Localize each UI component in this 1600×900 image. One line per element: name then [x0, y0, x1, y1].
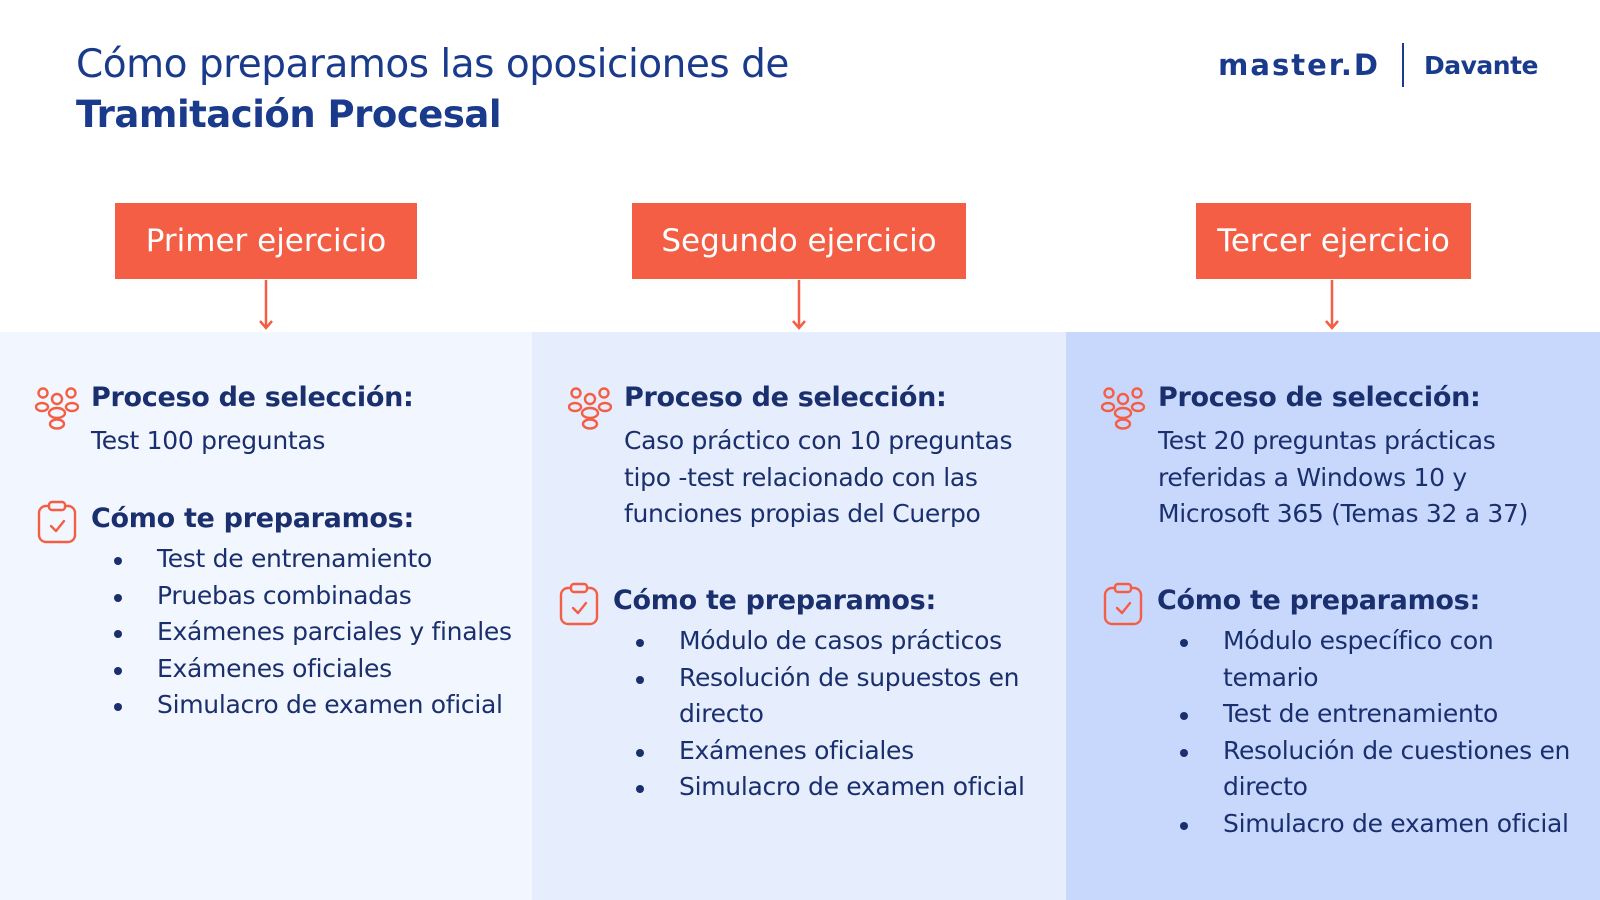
list-item: Simulacro de examen oficial	[111, 687, 512, 724]
arrow-down-icon	[258, 280, 274, 332]
prep-heading: Cómo te preparamos:	[91, 503, 414, 534]
list-item: Resolución de cuestiones en directo	[1177, 733, 1570, 806]
list-item: Simulacro de examen oficial	[1177, 806, 1570, 843]
column-2-panel	[532, 332, 1066, 900]
list-item: Pruebas combinadas	[111, 578, 512, 615]
list-item: Exámenes parciales y finales	[111, 614, 512, 651]
prep-heading: Cómo te preparamos:	[1157, 585, 1480, 616]
selection-heading: Proceso de selección:	[91, 382, 414, 413]
list-item: Resolución de supuestos en directo	[633, 660, 1025, 733]
arrow-down-icon	[1324, 280, 1340, 332]
list-item: Test de entrenamiento	[111, 541, 512, 578]
list-item: Módulo específico con temario	[1177, 623, 1570, 696]
clipboard-check-icon	[557, 582, 601, 626]
title-line-1: Cómo preparamos las oposiciones de	[76, 42, 789, 87]
selection-text: Test 20 preguntas prácticas referidas a Windows 10 y Microsoft 365 (Temas 32 a 37)	[1158, 426, 1529, 528]
list-item: Exámenes oficiales	[111, 651, 512, 688]
master-d-logo: master.D	[1218, 48, 1380, 82]
exercise-1-label: Primer ejercicio	[115, 203, 417, 279]
people-group-icon	[35, 386, 79, 430]
people-group-icon	[568, 386, 612, 430]
prep-list	[111, 541, 512, 724]
davante-logo: Davante	[1424, 50, 1538, 80]
title-line-2: Tramitación Procesal	[76, 93, 502, 136]
selection-heading: Proceso de selección:	[1158, 382, 1481, 413]
list-item: Exámenes oficiales	[633, 733, 1025, 770]
logo-divider	[1402, 43, 1404, 87]
selection-text: Caso práctico con 10 preguntas tipo -test relacionado con las funciones propias del Cuerpo	[624, 426, 1013, 528]
page-title	[76, 40, 789, 140]
exercise-2-label: Segundo ejercicio	[632, 203, 966, 279]
prep-list	[633, 623, 1025, 806]
arrow-down-icon	[791, 280, 807, 332]
people-group-icon	[1101, 386, 1145, 430]
clipboard-check-icon	[1101, 582, 1145, 626]
list-item: Simulacro de examen oficial	[633, 769, 1025, 806]
prep-heading: Cómo te preparamos:	[613, 585, 936, 616]
selection-text: Test 100 preguntas	[91, 426, 326, 455]
clipboard-check-icon	[35, 500, 79, 544]
list-item: Módulo de casos prácticos	[633, 623, 1025, 660]
prep-list	[1177, 623, 1570, 842]
exercise-3-label: Tercer ejercicio	[1196, 203, 1471, 279]
list-item: Test de entrenamiento	[1177, 696, 1570, 733]
brand-logos	[1218, 42, 1538, 88]
selection-heading: Proceso de selección:	[624, 382, 947, 413]
